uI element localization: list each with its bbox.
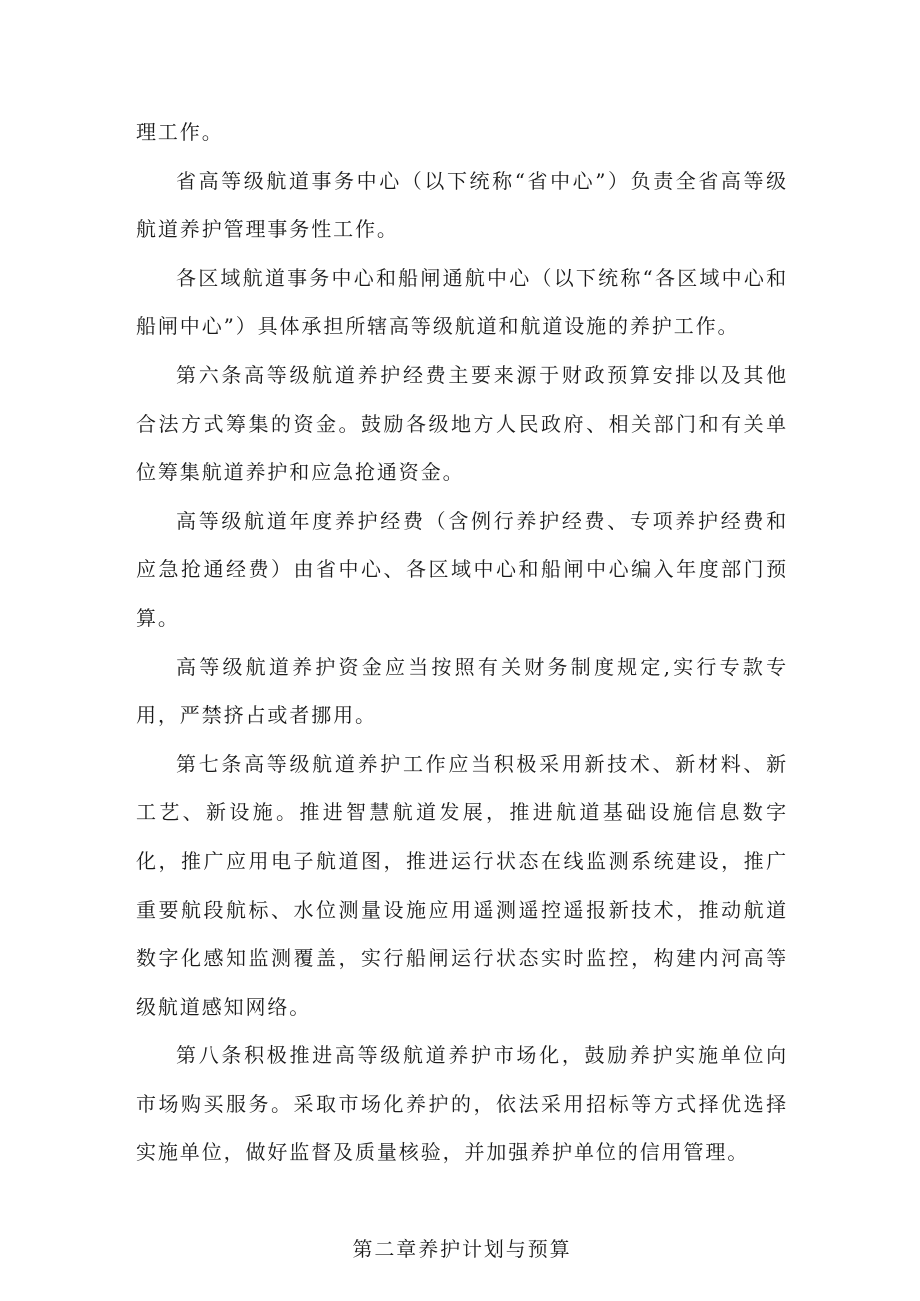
- paragraph-annual-funding: 高等级航道年度养护经费（含例行养护经费、专项养护经费和应急抢通经费）由省中心、各区域中心和船闸中心编入年度部门预算。: [136, 508, 788, 630]
- paragraph-provincial-center: 省高等级航道事务中心（以下统称“省中心”）负责全省高等级航道养护管理事务性工作。: [136, 168, 788, 242]
- paragraph-article-8: 第八条积极推进高等级航道养护市场化，鼓励养护实施单位向市场购买服务。采取市场化养护的，依法采用招标等方式择优选择实施单位，做好监督及质量核验，并加强养护单位的信用管理。: [136, 1043, 788, 1165]
- paragraph-continuation: 理工作。: [136, 120, 224, 144]
- chapter-heading: 第二章养护计划与预算: [352, 1237, 572, 1262]
- paragraph-regional-centers: 各区域航道事务中心和船闸通航中心（以下统称“各区域中心和船闸中心”）具体承担所辖高等级航道和航道设施的养护工作。: [136, 265, 788, 339]
- document-body: [136, 108, 788, 1274]
- paragraph-article-6: 第六条高等级航道养护经费主要来源于财政预算安排以及其他合法方式筹集的资金。鼓励各级地方人民政府、相关部门和有关单位筹集航道养护和应急抢通资金。: [136, 362, 788, 485]
- paragraph-earmarked-funds: 高等级航道养护资金应当按照有关财务制度规定,实行专款专用，严禁挤占或者挪用。: [136, 654, 788, 728]
- paragraph-article-7: 第七条高等级航道养护工作应当积极采用新技术、新材料、新工艺、新设施。推进智慧航道发展，推进航道基础设施信息数字化，推广应用电子航道图，推进运行状态在线监测系统建设，推广重要航段航标、水位测量设施应用遥测遥控遥报新技术，推动航道数字化感知监测覆盖，实行船闸运行状态实时监控，构建内河高等级航道感知网络。: [136, 751, 788, 1019]
